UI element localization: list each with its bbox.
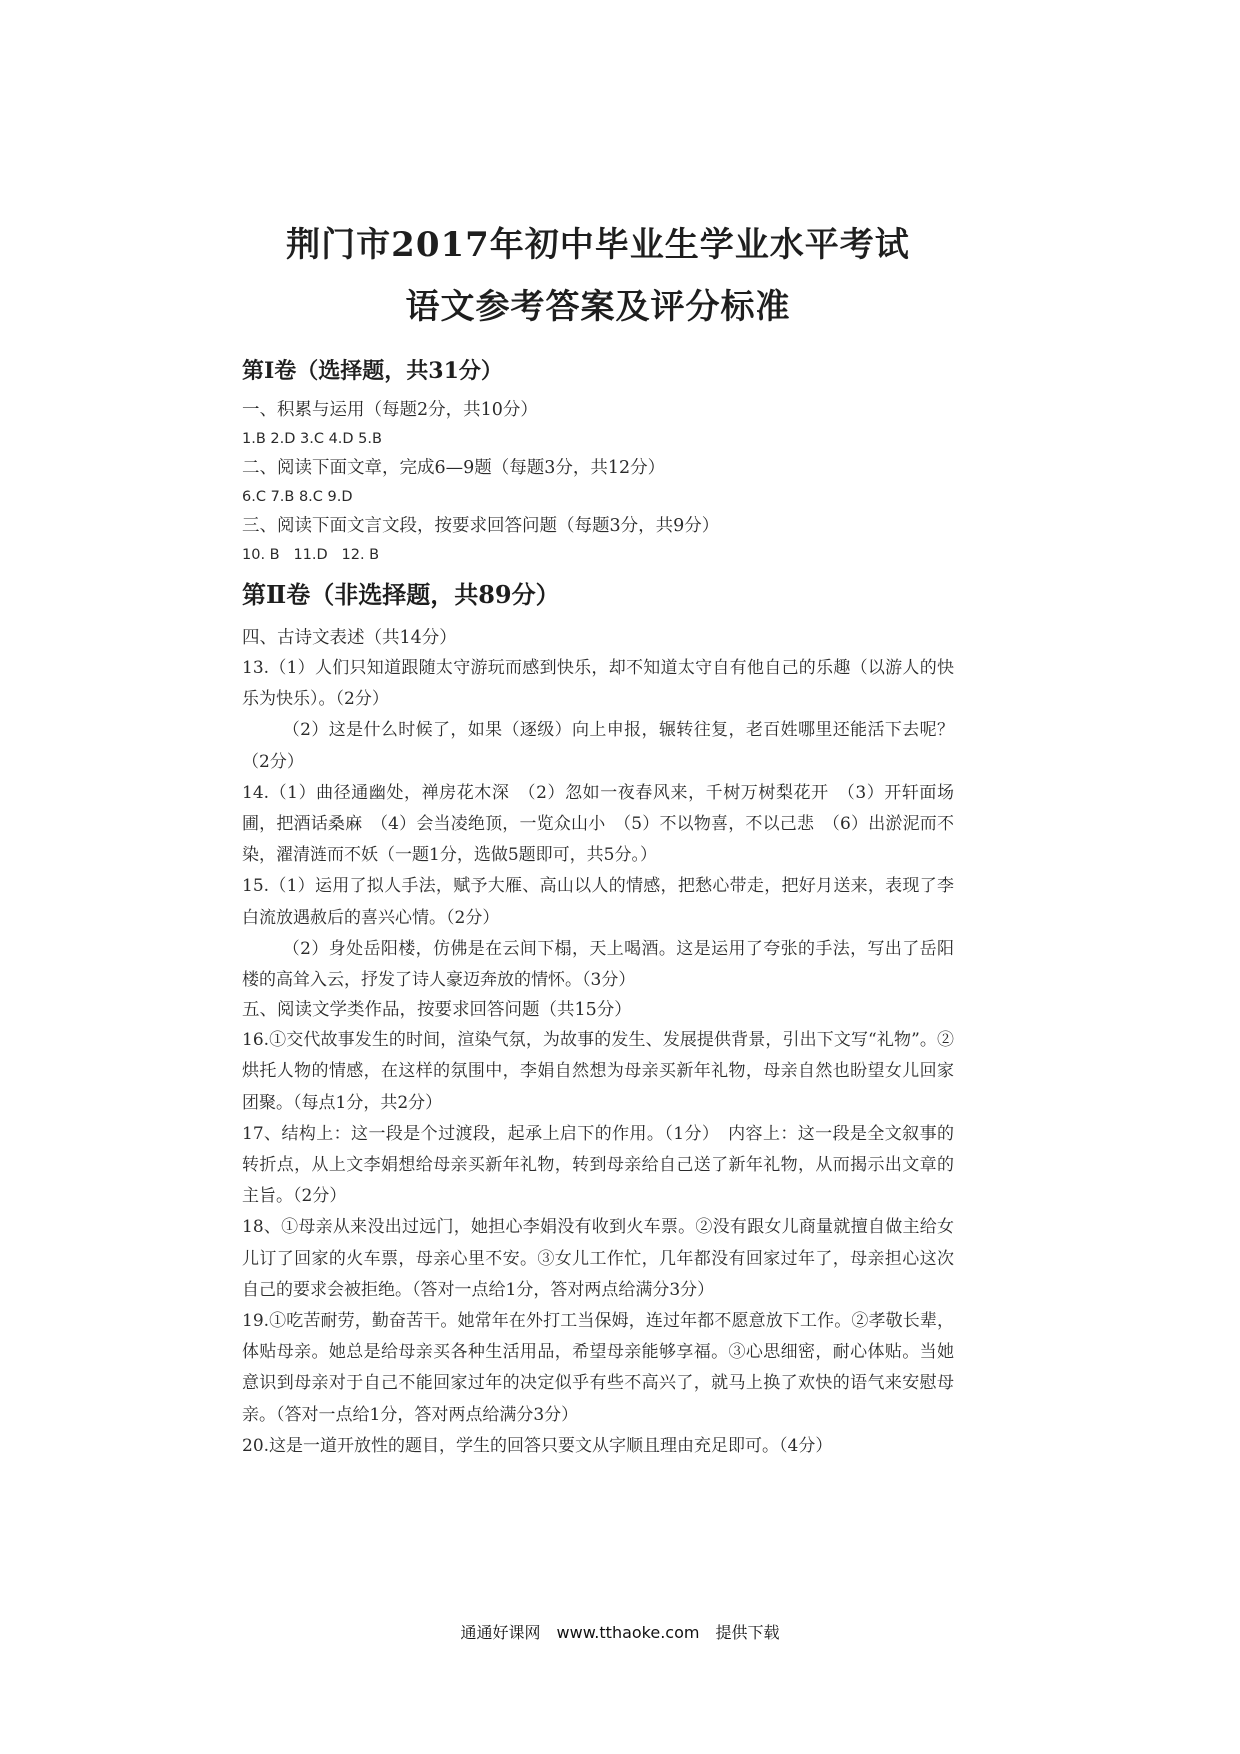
answer-13-1: 13.（1）人们只知道跟随太守游玩而感到快乐，却不知道太守自有他自己的乐趣（以游人的快乐为快乐）。（2分） — [242, 658, 954, 710]
answer-15-2: （2）身处岳阳楼，仿佛是在云间下榻，天上喝酒。这是运用了夸张的手法，写出了岳阳楼的高耸入云，抒发了诗人豪迈奔放的情怀。（3分） — [242, 938, 954, 991]
section-3-answers: 10. B 11.D 12. B — [242, 547, 380, 563]
answer-15-1: 15.（1）运用了拟人手法，赋予大雁、高山以人的情感，把愁心带走，把好月送来，表现了李白流放遇赦后的喜兴心情。（2分） — [242, 876, 954, 928]
section-2-heading: 二、阅读下面文章，完成6—9题（每题3分，共12分） — [242, 458, 666, 478]
volume-2-heading: 第Ⅱ卷（非选择题，共89分） — [242, 580, 560, 609]
section-4-heading: 四、古诗文表述（共14分） — [242, 628, 457, 648]
answer-17: 17、结构上：这一段是个过渡段，起承上启下的作用。（1分） 内容上：这一段是全文叙事的转折点，从上文李娟想给母亲买新年礼物，转到母亲给自己送了新年礼物，从而揭示出文章的主旨。（2分） — [242, 1123, 954, 1207]
section-1-answers: 1.B 2.D 3.C 4.D 5.B — [242, 431, 382, 447]
answer-18: 18、①母亲从来没出过远门，她担心李娟没有收到火车票。②没有跟女儿商量就擅自做主给女儿订了回家的火车票，母亲心里不安。③女儿工作忙，几年都没有回家过年了，母亲担心这次自己的要求会被拒绝。（答对一点给1分，答对两点给满分3分） — [242, 1217, 954, 1300]
answer-19: 19.①吃苦耐劳，勤奋苦干。她常年在外打工当保姆，连过年都不愿意放下工作。②孝敬长辈，体贴母亲。她总是给母亲买各种生活用品，希望母亲能够享福。③心思细密，耐心体贴。当她意识到母亲对于自己不能回家过年的决定似乎有些不高兴了，就马上换了欢快的语气来安慰母亲。（答对一点给1分，答对两点给满分3分） — [242, 1311, 954, 1425]
document-title: 荆门市2017年初中毕业生学业水平考试 — [286, 225, 910, 265]
volume-1-heading: 第Ⅰ卷（选择题，共31分） — [242, 358, 503, 384]
answer-13-2: （2）这是什么时候了，如果（逐级）向上申报，辗转往复，老百姓哪里还能活下去呢？（2分） — [242, 720, 954, 772]
section-2-answers: 6.C 7.B 8.C 9.D — [242, 489, 353, 505]
answer-document — [242, 224, 954, 1462]
answer-16: 16.①交代故事发生的时间，渲染气氛，为故事的发生、发展提供背景，引出下文写“礼物”。②烘托人物的情感，在这样的氛围中，李娟自然想为母亲买新年礼物，母亲自然也盼望女儿回家团聚。（每点1分，共2分） — [242, 1030, 954, 1113]
volume-1 — [242, 356, 954, 570]
answer-14: 14.（1）曲径通幽处，禅房花木深 （2）忽如一夜春风来，千树万树梨花开 （3）开轩面场圃，把酒话桑麻 （4）会当凌绝顶，一览众山小 （5）不以物喜，不以己悲 （6）出淤泥而不染，濯清涟而不妖（一题1分，选做5题即可，共5分。） — [242, 782, 954, 866]
section-1-heading: 一、积累与运用（每题2分，共10分） — [242, 400, 538, 420]
page-footer: 通通好课网 www.tthaoke.com 提供下载 — [460, 1623, 780, 1642]
document-subtitle: 语文参考答案及评分标准 — [405, 287, 791, 327]
section-5-heading: 五、阅读文学类作品，按要求回答问题（共15分） — [242, 1000, 632, 1021]
volume-2 — [242, 580, 954, 1462]
section-3-heading: 三、阅读下面文言文段，按要求回答问题（每题3分，共9分） — [242, 516, 720, 536]
answer-20: 20.这是一道开放性的题目，学生的回答只要文从字顺且理由充足即可。（4分） — [242, 1435, 833, 1456]
